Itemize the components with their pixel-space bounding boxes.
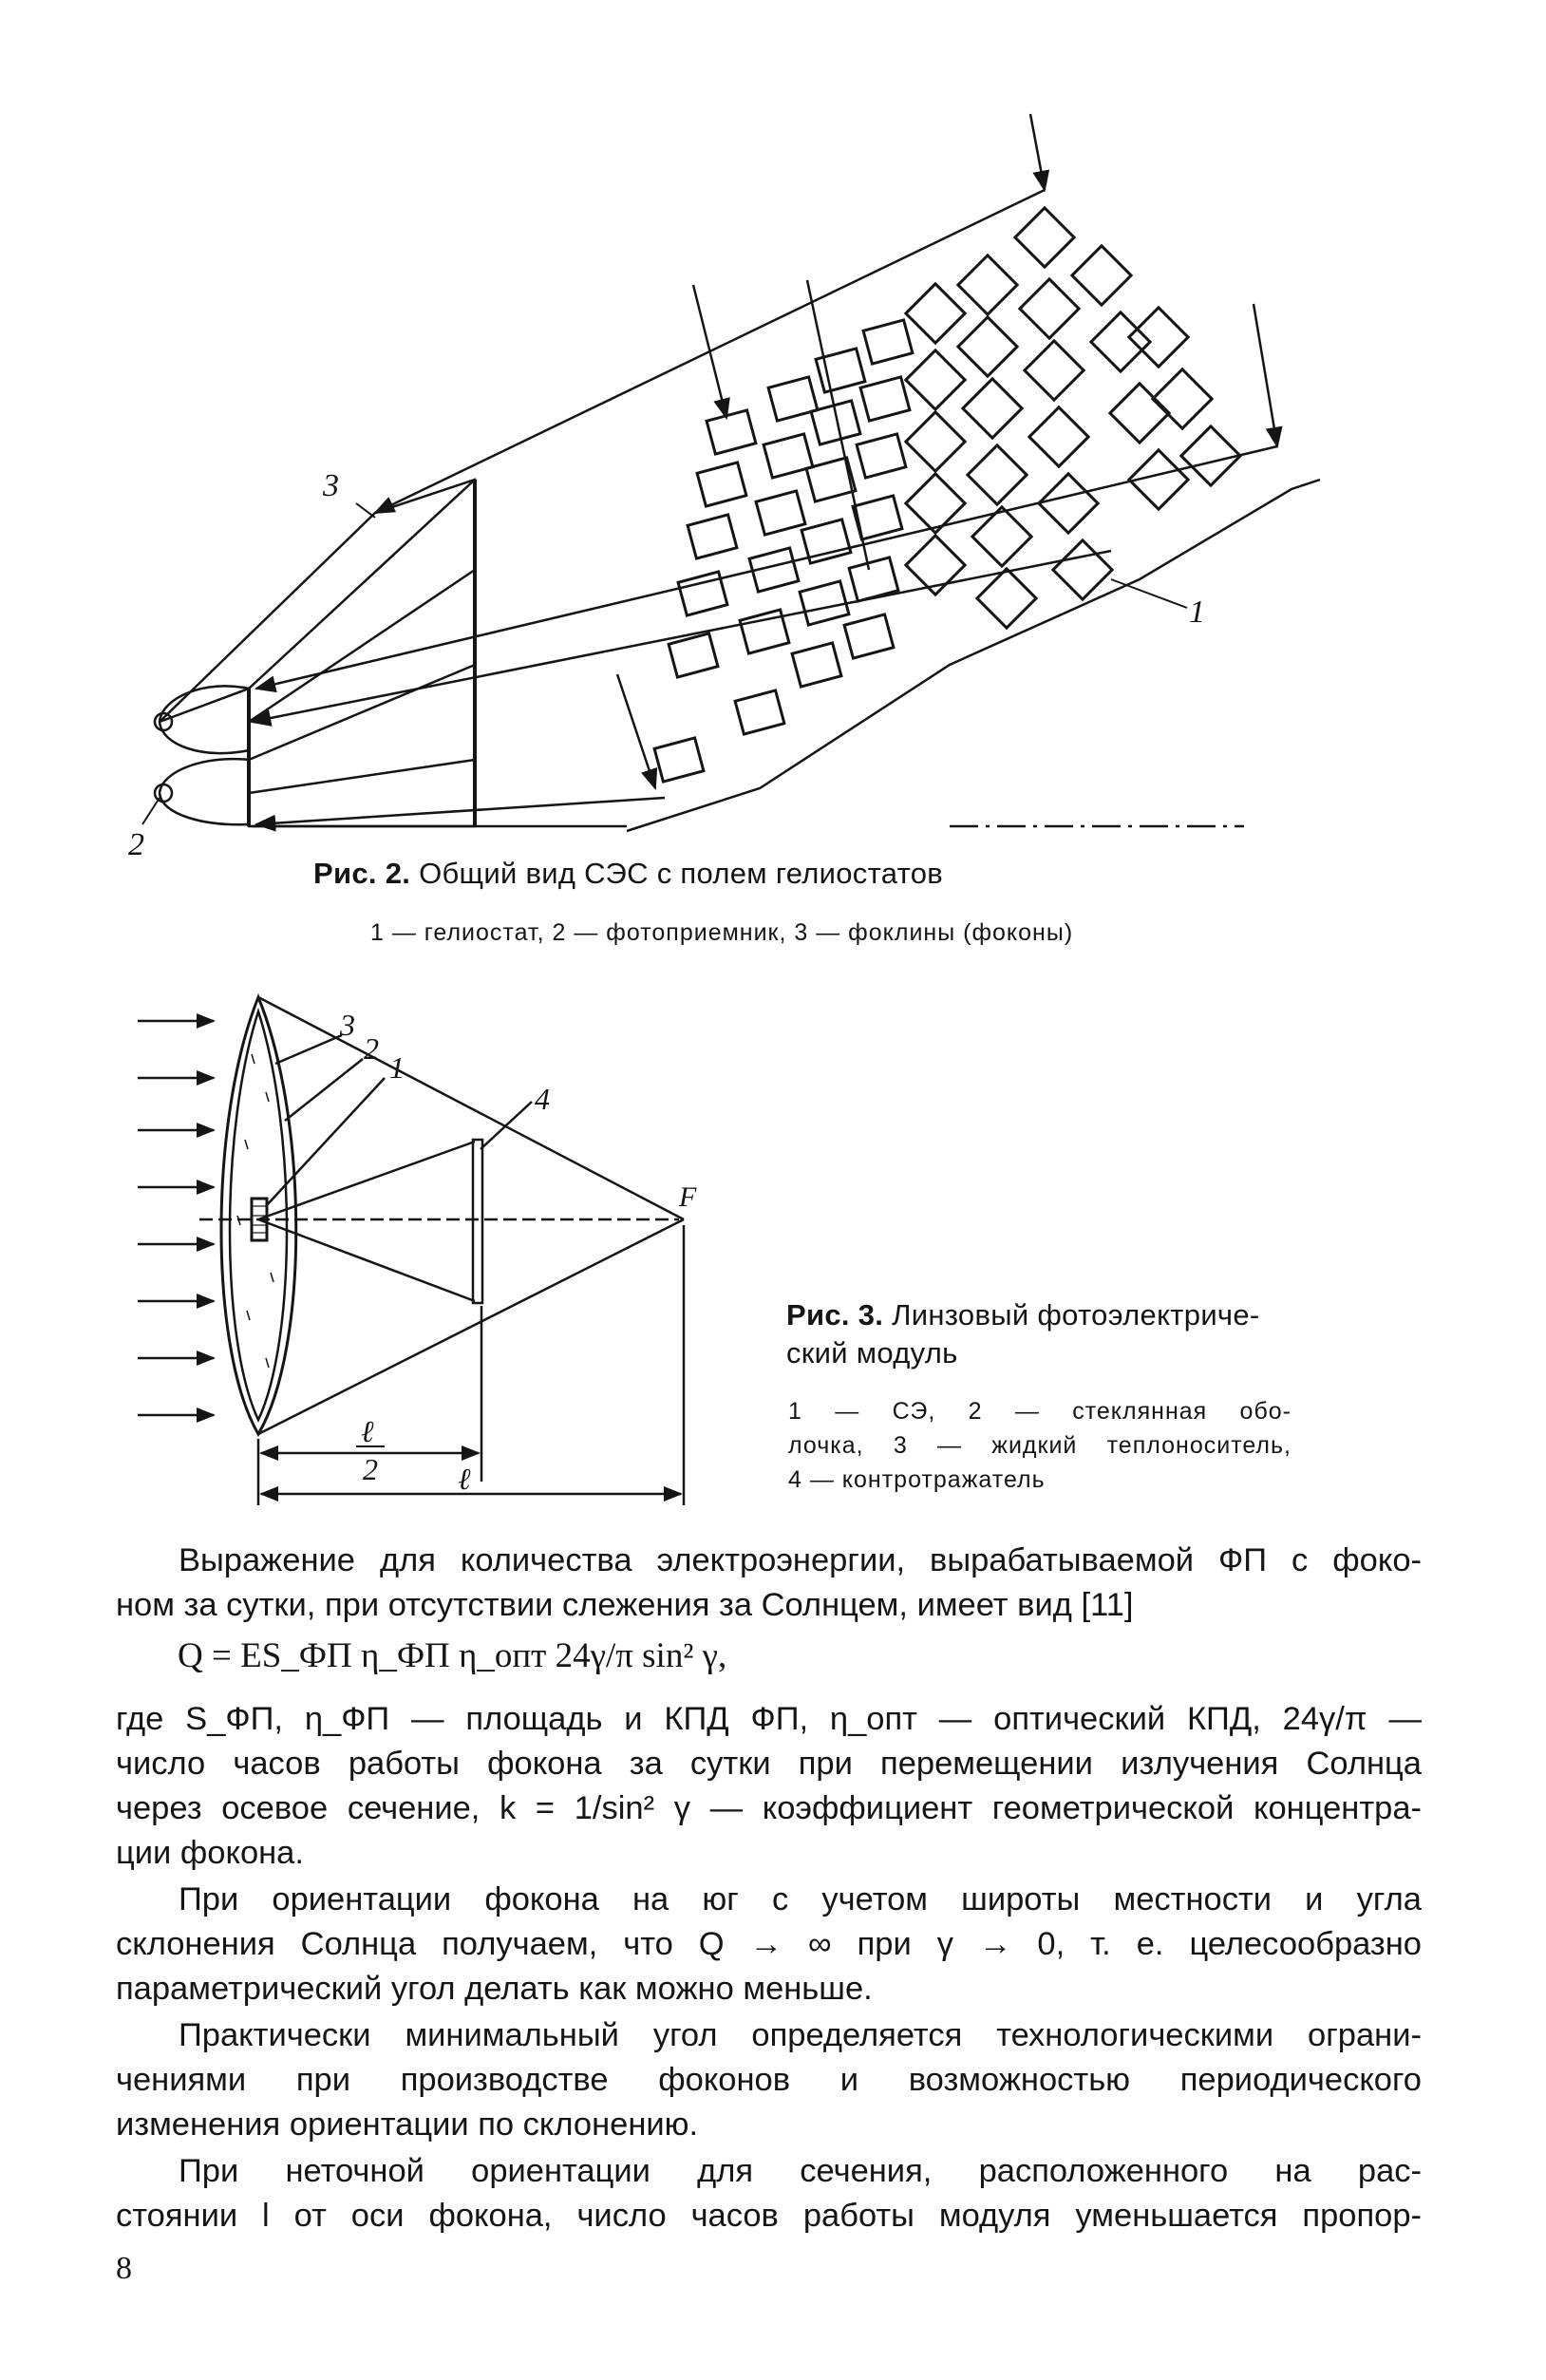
- fig3-label-2: 2: [364, 1031, 379, 1066]
- fig3-caption: [786, 1296, 1356, 1372]
- heliostat-field: [654, 208, 1240, 782]
- p4-line3: изменения ориентации по склонению.: [116, 2106, 699, 2143]
- fig3-legend-line1: 1 — СЭ, 2 — стеклянная обо-: [788, 1398, 1291, 1425]
- p4-line1: Практически минимальный угол определяется технологическими ограни-: [179, 2017, 1422, 2053]
- fig2-label-2: 2: [128, 827, 144, 862]
- p5-line1: При неточной ориентации для сечения, расположенного на рас-: [179, 2153, 1422, 2189]
- fig3-legend: [788, 1394, 1291, 1497]
- page-number: 8: [116, 2251, 132, 2286]
- body-text: [116, 1539, 1422, 2238]
- ground-slope: [627, 480, 1320, 831]
- focline-body: [160, 480, 475, 826]
- p4-line2: чениями при производстве фоконов и возможностью периодического: [116, 2062, 1422, 2098]
- fig3-legend-line2: лочка, 3 — жидкий теплоноситель,: [788, 1432, 1291, 1459]
- fig3-half-l-den: 2: [363, 1452, 378, 1486]
- fig3-half-l-num: ℓ: [361, 1414, 374, 1448]
- fig3-label-4: 4: [535, 1082, 550, 1116]
- p1-line2: ном за сутки, при отсутствии слежения за Солнцем, имеет вид [11]: [116, 1587, 1134, 1623]
- receiver-tube-upper: [160, 686, 249, 753]
- p3-line3: параметрический угол делать как можно меньше.: [116, 1971, 873, 2007]
- fig2-caption: [313, 857, 1320, 891]
- fig3-legend-line3: 4 — контротражатель: [788, 1466, 1046, 1493]
- fig2-legend: 1 — гелиостат, 2 — фотоприемник, 3 — фоклины (фоконы): [370, 919, 1074, 946]
- p1-line1: Выражение для количества электроэнергии, вырабатываемой ФП с фоко-: [179, 1542, 1422, 1578]
- fig3-label-1: 1: [389, 1050, 405, 1085]
- fig2-label-3: 3: [323, 468, 339, 503]
- fig3-caption-title-line2: ский модуль: [786, 1336, 958, 1369]
- fig2-label-1: 1: [1189, 595, 1205, 630]
- p3-line1: При ориентации фокона на юг с учетом широты местности и угла: [179, 1881, 1422, 1917]
- formula: Q = ES_ФП η_ФП η_опт 24γ/π sin² γ,: [178, 1636, 727, 1675]
- p2-line4: ции фокона.: [116, 1835, 304, 1871]
- figure-2-diagram: [0, 0, 1546, 874]
- fig2-caption-title: Общий вид СЭС с полем гелиостатов: [419, 857, 944, 890]
- fig3-caption-prefix: Рис. 3.: [786, 1298, 884, 1332]
- fig3-label-focus: F: [679, 1181, 697, 1213]
- p2-line3: через осевое сечение, k = 1/sin² γ — коэффициент геометрической концентра-: [116, 1790, 1422, 1826]
- fig3-caption-title-line1: Линзовый фотоэлектриче-: [892, 1298, 1260, 1332]
- figure-3-diagram: [123, 988, 741, 1520]
- fig3-full-l: ℓ: [458, 1462, 471, 1496]
- p5-line2: стоянии l от оси фокона, число часов работы модуля уменьшается пропор-: [116, 2198, 1422, 2234]
- p2-line2: число часов работы фокона за сутки при перемещении излучения Солнца: [116, 1746, 1422, 1782]
- p2-line1: где S_ФП, η_ФП — площадь и КПД ФП, η_опт — оптический КПД, 24γ/π —: [116, 1701, 1422, 1737]
- p3-line2: склонения Солнца получаем, что Q → ∞ при γ → 0, т. е. целесообразно: [116, 1926, 1422, 1962]
- counter-reflector: [473, 1140, 482, 1303]
- fig3-label-3: 3: [340, 1008, 355, 1042]
- fig2-caption-prefix: Рис. 2.: [313, 857, 411, 890]
